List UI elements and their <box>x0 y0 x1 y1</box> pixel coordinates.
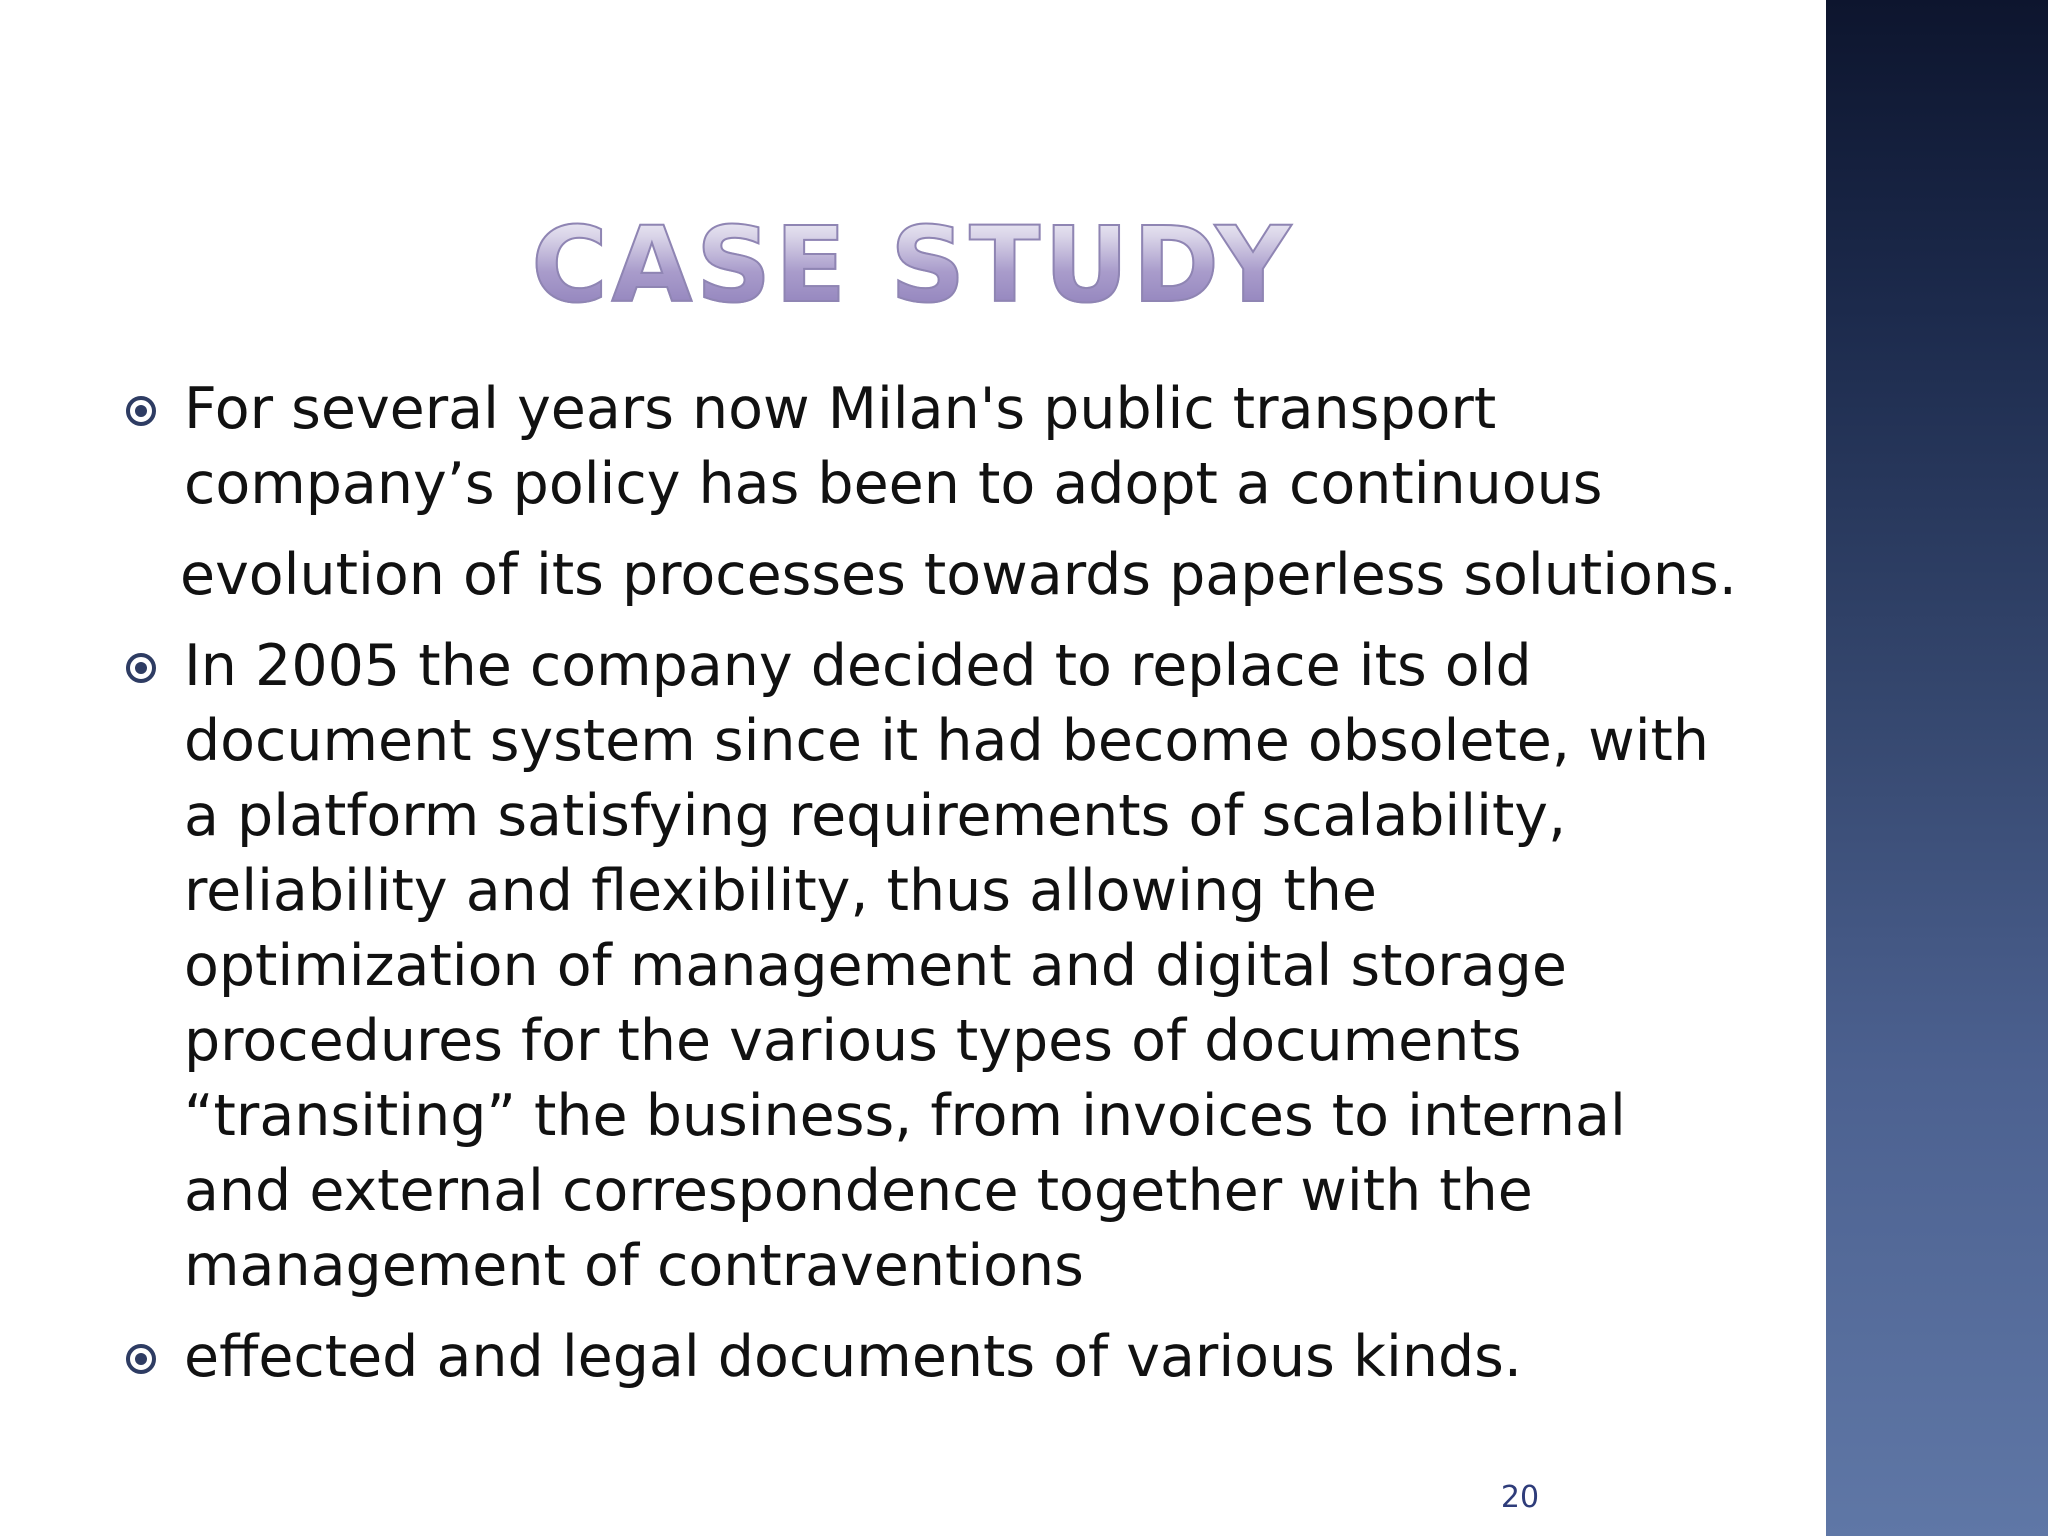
bullet-icon <box>126 1344 156 1374</box>
bullet-text: For several years now Milan's public transport company’s policy has been to adopt a continuous <box>184 376 1603 517</box>
bullet-text: effected and legal documents of various kinds. <box>184 1324 1522 1390</box>
bullet-icon <box>126 396 156 426</box>
bullet-item-2 <box>120 629 1740 1304</box>
bullet-text: In 2005 the company decided to replace its old document system since it had become obsolete, with a platform satisfying requirements of scalability, reliability and flexibility, thus allowing the optimization of management and digital storage procedures for the various types of documents “transiting” the business, from invoices to internal and external correspondence together with the management of contraventions <box>184 633 1710 1299</box>
bullet-item-3 <box>120 1320 1740 1395</box>
decorative-side-bar <box>1826 0 2048 1536</box>
slide-title: CASE STUDY <box>0 200 1826 330</box>
bullet-icon <box>126 653 156 683</box>
bullet-item-1 <box>120 372 1740 522</box>
continuation-text: evolution of its processes towards paperless solutions. <box>180 542 1737 608</box>
slide-body <box>120 372 1740 1395</box>
page-number: 20 <box>1500 1480 1540 1515</box>
continuation-paragraph <box>120 538 1740 613</box>
